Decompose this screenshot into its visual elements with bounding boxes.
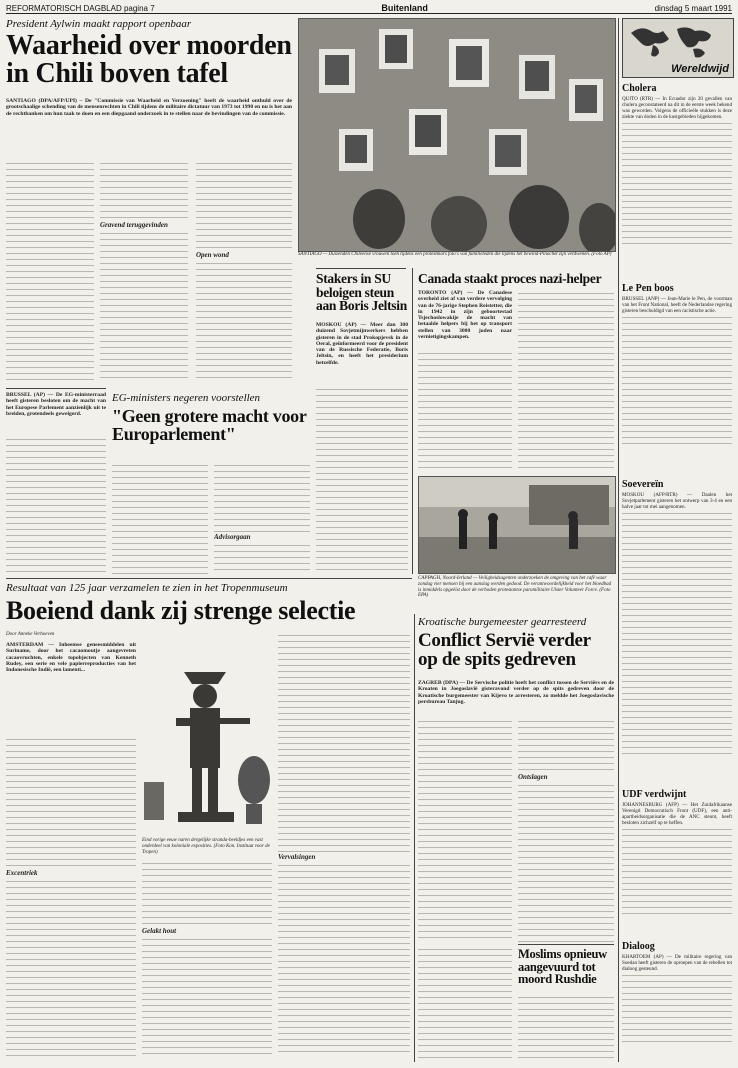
sidebar-item-text: MOSKOU (AFP/RTR) — Daalen het Sovjetparlement gisteren het ontwerp van 3-4 en een halve jaar tot mei aangenomen. [622,492,732,510]
canada-lead: TORONTO (AP) — De Canadese overheid ziet af van verdere vervolging van de 76-jarige Stephen Reistetter, die in 1942 in zijn geboortestad Tsjechoslowakije de macht van betaalde helpers bij het op transport stellen van 3000 joden naar vernietigingskampen. [418,290,512,341]
brussel-lead: BRUSSEL (AP) — De EG-ministerraad heeft gisteren besloten om de macht van het Europese Parlement aanzienlijk uit te breiden, grotendeels geweigerd. [6,392,106,417]
tropen-photo [142,632,272,837]
wereldwijd-banner [622,18,734,78]
tropen-subhead-2: Gelakt hout [142,927,177,935]
canada-column-1 [418,350,512,470]
header-paper-name: REFORMATORISCH DAGBLAD pagina 7 [6,3,155,13]
eg-subhead: Advisorgaan [214,533,251,541]
page-header [6,3,732,14]
brussel-body [6,436,106,574]
kroatie-headline: Conflict Servië verder op de spits gedreven [418,630,591,670]
cappagh-photo-caption: CAPPAGH, Noord-Ierland — Veiligheidsagenten onderzoeken de omgeving van het café waar zondag vier mensen bij een aanslag werden gedood. De verantwoordelijkheid voor het bloedbad is inmiddels opgeëist door de verboden protestantse paramilitaire Ulster Volunteer Force. (Foto EPA) [418,576,612,599]
stakers-block [316,272,408,313]
cappagh-photo-image [419,477,615,573]
stakers-headline: Stakers in SU beloigen steun aan Boris Jeltsin [316,271,407,313]
tropen-subhead-1: Excentriek [6,869,38,877]
world-map-icon [623,19,733,63]
kroatie-kicker: Kroatische burgemeester gearresteerd [418,616,587,628]
chile-protest-photo [298,18,616,252]
canada-headline: Canada staakt proces nazi-helper [418,271,602,286]
chile-headline: Waarheid over moorden in Chili boven tafel [6,30,292,89]
kroatie-column-1 [418,718,512,942]
chile-column-1 [6,160,94,385]
kroatie-column-2 [518,718,614,942]
eg-kicker: EG-ministers negeren voorstellen [112,392,261,404]
sidebar-item-cholera [622,82,732,248]
tropen-column-3 [278,632,410,1062]
eg-column-2 [214,462,310,574]
tropen-subhead-3: Vervalsingen [278,853,316,861]
eg-headline: "Geen grotere macht voor Europarlement" [112,406,307,444]
wereldwijd-title: Wereldwijd [671,63,729,75]
sidebar-item-title: Soevereïn [622,479,664,490]
chile-photo-caption: SANTIAGO — Duizenden Chileense vrouwen toen tijdens een protestmars foto's van familieleden die tijdens het bewind-Pinochet zijn verdwenen. (Foto AP) [298,252,612,257]
canada-block [418,272,614,286]
tropen-photo-caption: Eind vorige eeuw naren dergelijke stranda-beeldjes een vast onderdeel van koloniale exposities. (Foto Kon. Instituut voor de Tropen) [142,838,270,855]
tropen-column-1 [6,736,136,1062]
tropen-statue-image [142,632,272,837]
stakers-lead: MOSKOU (AP) — Meer dan 300 duizend Sovjetmijnwerkers hebben gisteren in de stad Prokopjevsk in de Oeral, geïnformeerd voor de president van de Russische Federatie, Boris Jeltsin, en heeft het presiderium hetzelfde. [316,322,408,366]
sidebar-item-udf [622,788,732,918]
header-section: Buitenland [381,3,428,13]
tropen-headline-block [6,582,412,624]
chile-subhead-1: Gravend teruggevinden [100,221,168,229]
chile-headline-block [6,18,292,88]
kroatie-column-3 [418,946,512,1062]
sidebar-item-title: Dialoog [622,941,655,952]
kroatie-lead: ZAGREB (DPA) — De Servische politie heeft het conflict tussen de Serviërs en de Kroaten in Joegoslavië gisteravond verder op de spits gedreven door de Kroatische burgemeester van Kijevo te arresteren, zo meldde het Joegoslavische persbureau Tanjug. [418,680,614,705]
tropen-kicker: Resultaat van 125 jaar verzamelen te zien in het Tropenmuseum [6,582,288,594]
sidebar-item-title: UDF verdwijnt [622,789,687,800]
sidebar-item-dialoog [622,940,732,1042]
sidebar-item-text: KHARTOEM (AP) — De militaire regering van Soedan heeft gisteren de oproepen van de rebellen tot dialoog gesteund. [622,954,732,972]
stakers-body [316,386,408,574]
chile-column-2 [100,160,188,385]
eg-headline-block [112,392,312,443]
chile-lead: SANTIAGO (DPA/AFP/UPI) – De "Commissie van Waarheid en Verzoening" heeft de waarheid onthuld over de grootschaalige schending van de mensenrechten in Chili tijdens de militaire dictatuur van 1973 tot 1990 en nu is het aan de rechtbanken om hun taak te doen en een diepgaand onderzoek in te stellen naar de bevindingen van de commissie. [6,98,292,117]
sidebar-item-title: Le Pen boos [622,283,674,294]
kroatie-subhead: Ontslagen [518,773,548,781]
kroatie-headline-block [418,616,614,669]
protest-photo-image [299,19,615,251]
sidebar-item-le-pen [622,282,732,446]
tropen-byline: Door Anneke Verhoeven [6,632,55,637]
chile-kicker: President Aylwin maakt rapport openbaar [6,18,192,30]
sidebar-item-text: BRUSSEL (ANP) — Jean-Marie le Pen, de voorman van het Front National, heeft de Nederlandse regering gisteren beschuldigd van een racistische actie. [622,296,732,314]
eg-column-1 [112,462,208,574]
chile-subhead-2: Open wond [196,251,229,259]
tropen-lead: AMSTERDAM — Inheemse geneesmiddelen uit Suriname, door het cacaomoutje aangevreten cacaovruchten, enkele topobjecten van Kenneth Rudey, een serie en vele papierreproducties van het Indonesische Indië, een lamenti... [6,642,136,674]
cappagh-photo [418,476,616,574]
rushdie-body [518,994,614,1062]
sidebar-item-text: JOHANNESBURG (AFP) — Het Zuidafrikaanse Verenigd Democratisch Front (UDF), een anti-apartheidsorganisatie die de ANC steunt, heeft besloten zichzelf op te heffen. [622,802,732,826]
rushdie-block [518,948,614,986]
tropen-column-2 [142,860,272,1062]
sidebar-item-soevereïn [622,478,732,758]
chile-column-3 [196,160,292,385]
header-date: dinsdag 5 maart 1991 [654,3,732,13]
canada-column-2 [518,290,614,470]
sidebar-item-title: Cholera [622,83,657,94]
tropen-headline: Boeiend dank zij strenge selectie [6,596,356,625]
sidebar-item-text: QUITO (RTR) — In Ecuador zijn 20 gevallen van cholera geconstateerd na dit in de eerste week bekend was geworden. Volgens de officieële stukken is deze ziekte van doden in de kustgebieden bijgekomen. [622,96,732,120]
rushdie-headline: Moslims opnieuw aangevuurd tot moord Rushdie [518,947,607,986]
